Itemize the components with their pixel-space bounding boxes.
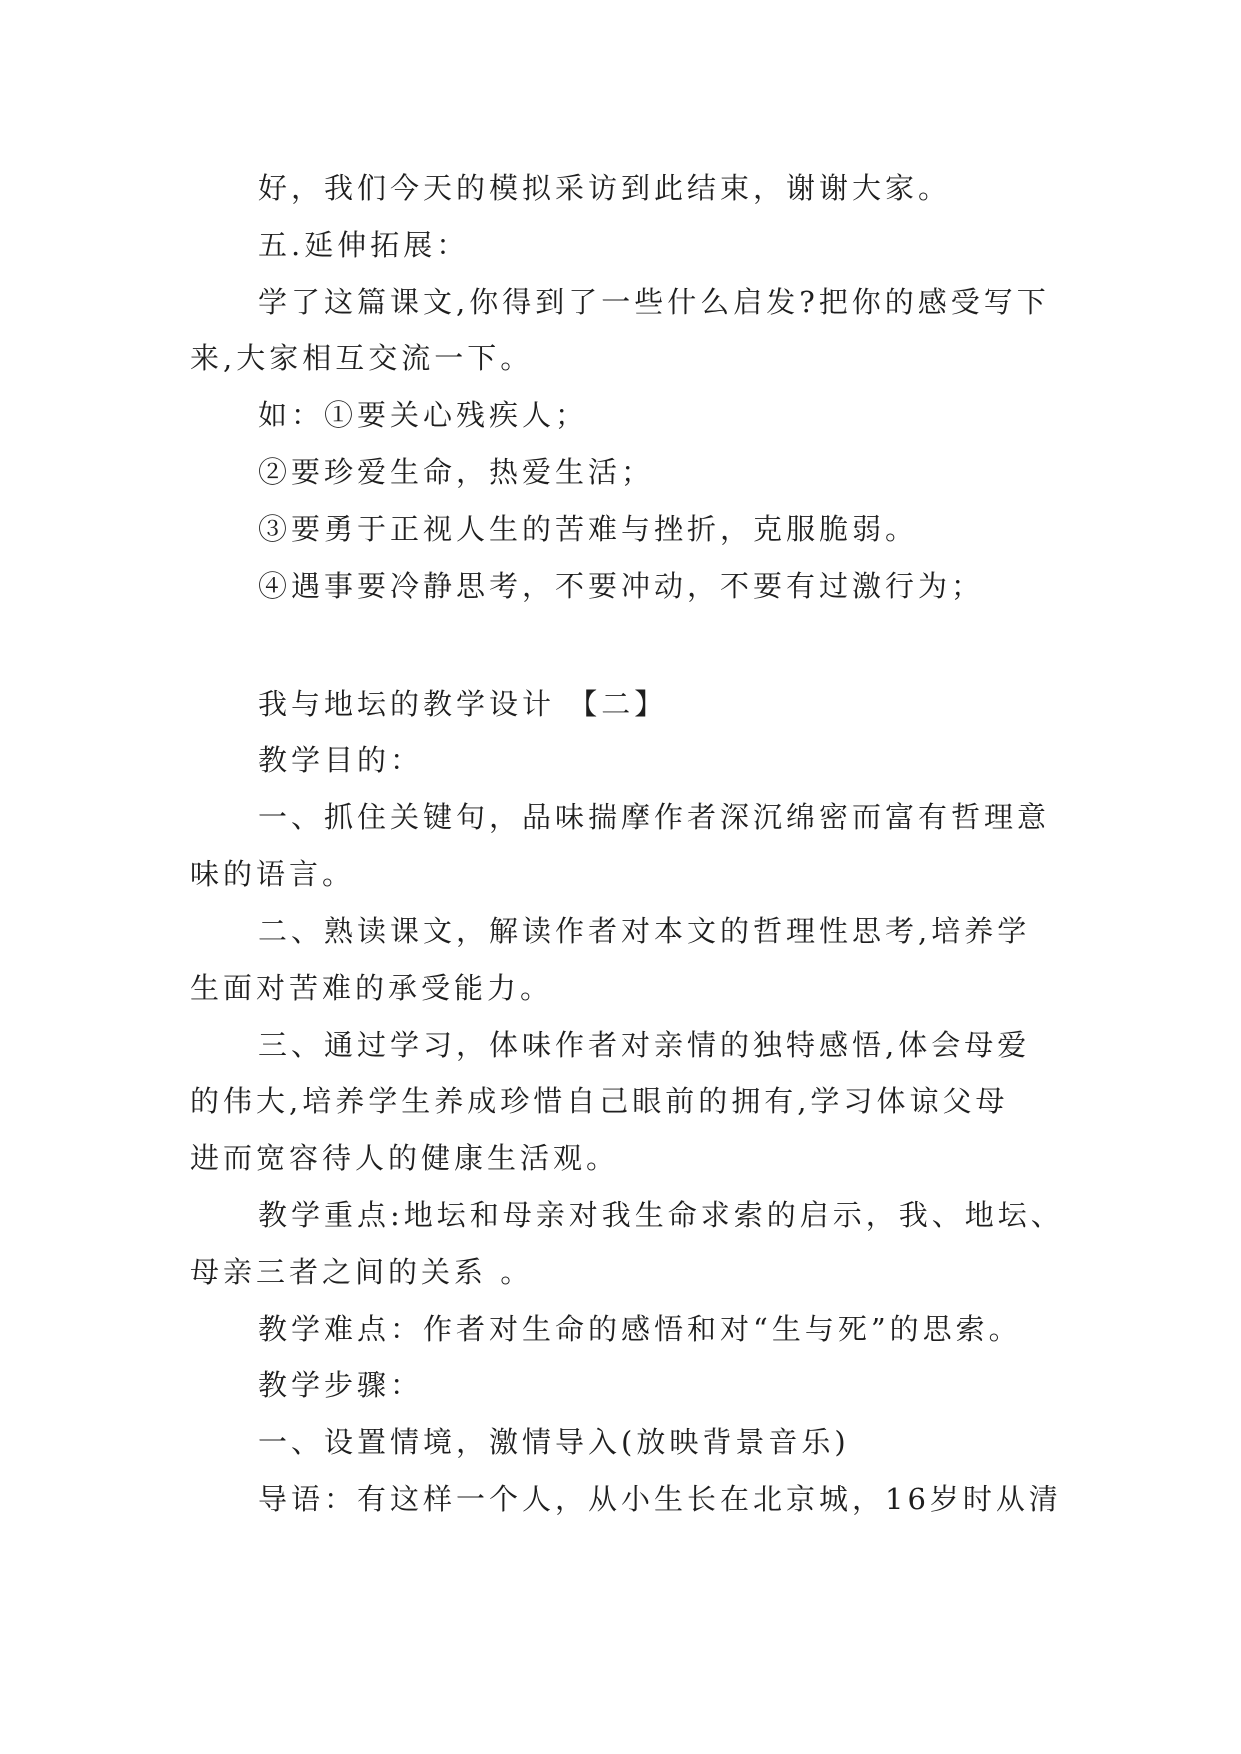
paragraph-line: 教学重点:地坛和母亲对我生命求索的启示，我、地坛、	[258, 1198, 1064, 1232]
paragraph-line: 味的语言。	[190, 857, 356, 891]
section-heading: 教学目的：	[258, 743, 424, 777]
paragraph-line: 生面对苦难的承受能力。	[190, 971, 554, 1005]
paragraph-line: 一、设置情境，激情导入(放映背景音乐)	[258, 1425, 850, 1459]
list-item: ②要珍爱生命，热爱生活；	[258, 455, 655, 489]
paragraph-line: 导语：有这样一个人，从小生长在北京城，16岁时从清	[258, 1482, 1062, 1516]
paragraph-line: 进而宽容待人的健康生活观。	[190, 1141, 620, 1175]
list-item: 如：①要关心残疾人；	[258, 398, 589, 432]
paragraph-line: 学了这篇课文,你得到了一些什么启发?把你的感受写下	[258, 285, 1050, 319]
section-heading: 教学步骤：	[258, 1368, 424, 1402]
paragraph-line: 教学难点：作者对生命的感悟和对“生与死”的思索。	[258, 1312, 1022, 1346]
paragraph-line: 母亲三者之间的关系 。	[190, 1255, 534, 1289]
paragraph-line: 来,大家相互交流一下。	[190, 341, 534, 375]
paragraph-line: 三、通过学习，体味作者对亲情的独特感悟,体会母爱	[258, 1028, 1031, 1062]
paragraph-line: 二、熟读课文，解读作者对本文的哲理性思考,培养学	[258, 914, 1031, 948]
section-heading: 五.延伸拓展：	[258, 228, 470, 262]
list-item: ④遇事要冷静思考，不要冲动，不要有过激行为；	[258, 569, 985, 603]
paragraph-line: 的伟大,培养学生养成珍惜自己眼前的拥有,学习体谅父母	[190, 1084, 1009, 1118]
section-title: 我与地坛的教学设计 【二】	[258, 687, 668, 721]
list-item: ③要勇于正视人生的苦难与挫折，克服脆弱。	[258, 512, 919, 546]
paragraph-line: 好，我们今天的模拟采访到此结束，谢谢大家。	[258, 171, 952, 205]
paragraph-line: 一、抓住关键句，品味揣摩作者深沉绵密而富有哲理意	[258, 800, 1051, 834]
